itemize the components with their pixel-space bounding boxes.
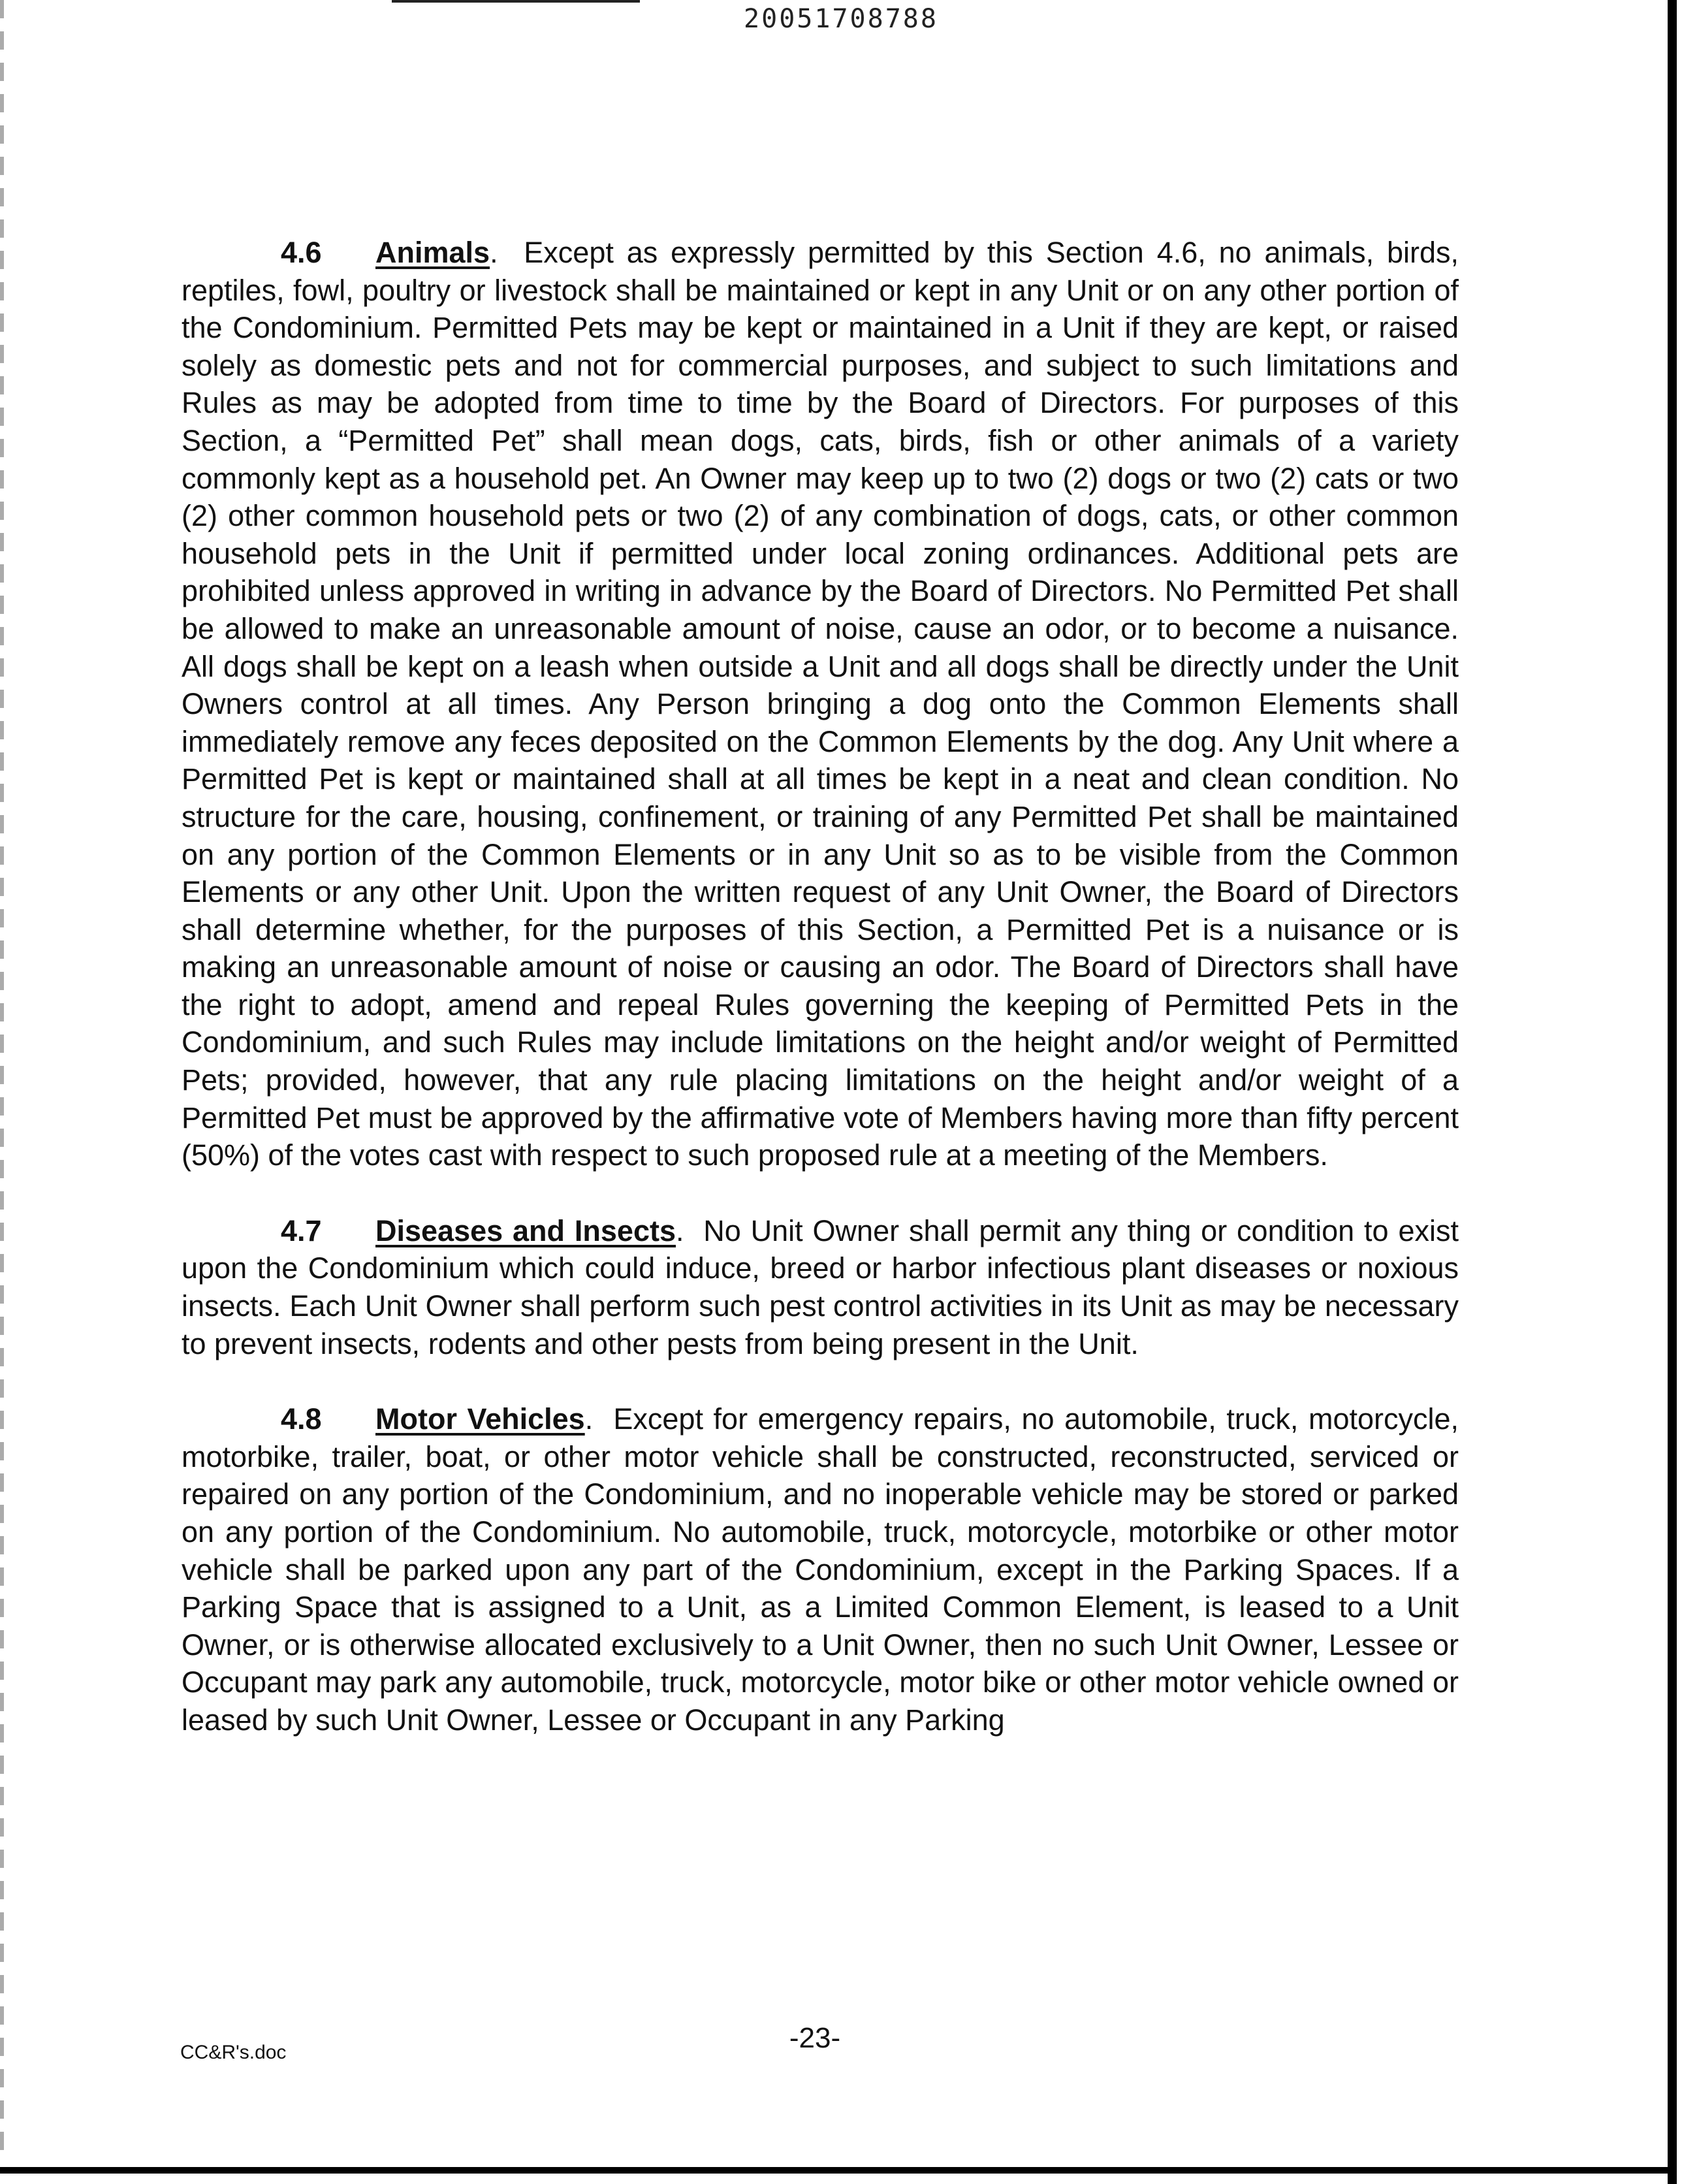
scan-border-bottom	[0, 2167, 1677, 2174]
section-text: Except for emergency repairs, no automobile, truck, motorcycle, motorbike, trailer, boat, or other motor vehicle shall be constructed, reconstructed, serviced or repaired on any portion of the Condominium, and no inoperable vehicle may be stored or parked on any portion of the Condominium. No automobile, truck, motorcycle, motorbike or other motor vehicle shall be parked upon any part of the Condominium, except in the Parking Spaces. If a Parking Space that is assigned to a Unit, as a Limited Common Element, is leased to a Unit Owner, or is otherwise allocated exclusively to a Unit Owner, then no such Unit Owner, Lessee or Occupant may park any automobile, truck, motorcycle, motor bike or other motor vehicle owned or leased by such Unit Owner, Lessee or Occupant in any Parking	[182, 1402, 1459, 1737]
section-number: 4.7	[281, 1213, 322, 1247]
section-title-punct: .	[676, 1213, 684, 1247]
page-number: -23-	[789, 2022, 841, 2054]
section-title-punct: .	[490, 236, 498, 269]
scan-border-right	[1668, 0, 1677, 2184]
scan-edge-marks	[0, 0, 4, 2155]
section-4-6	[182, 234, 1459, 1174]
section-title: Animals	[375, 236, 490, 269]
footer-file-name: CC&R's.doc	[180, 2042, 287, 2063]
section-title: Motor Vehicles	[375, 1402, 585, 1436]
section-4-7	[182, 1212, 1459, 1362]
section-number: 4.8	[281, 1402, 322, 1436]
recording-number: 20051708788	[744, 4, 938, 34]
section-4-8	[182, 1400, 1459, 1739]
section-text: Except as expressly permitted by this Section 4.6, no animals, birds, reptiles, fowl, poultry or livestock shall be maintained or kept in any Unit or on any other portion of the Condominium. Permitted Pets may be kept or maintained in a Unit if they are kept, or raised solely as domestic pets and not for commercial purposes, and subject to such limitations and Rules as may be adopted from time to time by the Board of Directors. For purposes of this Section, a “Permitted Pet” shall mean dogs, cats, birds, fish or other animals of a variety commonly kept as a household pet. An Owner may keep up to two (2) dogs or two (2) cats or two (2) other common household pets or two (2) of any combination of dogs, cats, or other common household pets in the Unit if permitted under local zoning ordinances. Additional pets are prohibited unless approved in writing in advance by the Board of Directors. No Permitted Pet shall be allowed to make an unreasonable amount of noise, cause an odor, or to become a nuisance. All dogs shall be kept on a leash when outside a Unit and all dogs shall be directly under the Unit Owners control at all times. Any Person bringing a dog onto the Common Elements shall immediately remove any feces deposited on the Common Elements by the dog. Any Unit where a Permitted Pet is kept or maintained shall at all times be kept in a neat and clean condition. No structure for the care, housing, confinement, or training of any Permitted Pet shall be maintained on any portion of the Common Elements or in any Unit so as to be visible from the Common Elements or any other Unit. Upon the written request of any Unit Owner, the Board of Directors shall determine whether, for the purposes of this Section, a Permitted Pet is a nuisance or is making an unreasonable amount of noise or causing an odor. The Board of Directors shall have the right to adopt, amend and repeal Rules governing the keeping of Permitted Pets in the Condominium, and such Rules may include limitations on the height and/or weight of Permitted Pets; provided, however, that any rule placing limitations on the height and/or weight of a Permitted Pet must be approved by the affirmative vote of Members having more than fifty percent (50%) of the votes cast with respect to such proposed rule at a meeting of the Members.	[182, 236, 1459, 1172]
document-body	[182, 234, 1459, 1739]
section-text: No Unit Owner shall permit any thing or condition to exist upon the Condominium which could induce, breed or harbor infectious plant diseases or noxious insects. Each Unit Owner shall perform such pest control activities in its Unit as may be necessary to prevent insects, rodents and other pests from being present in the Unit.	[182, 1213, 1459, 1360]
section-title: Diseases and Insects	[375, 1213, 676, 1247]
section-title-punct: .	[584, 1402, 594, 1436]
section-number: 4.6	[281, 236, 322, 269]
